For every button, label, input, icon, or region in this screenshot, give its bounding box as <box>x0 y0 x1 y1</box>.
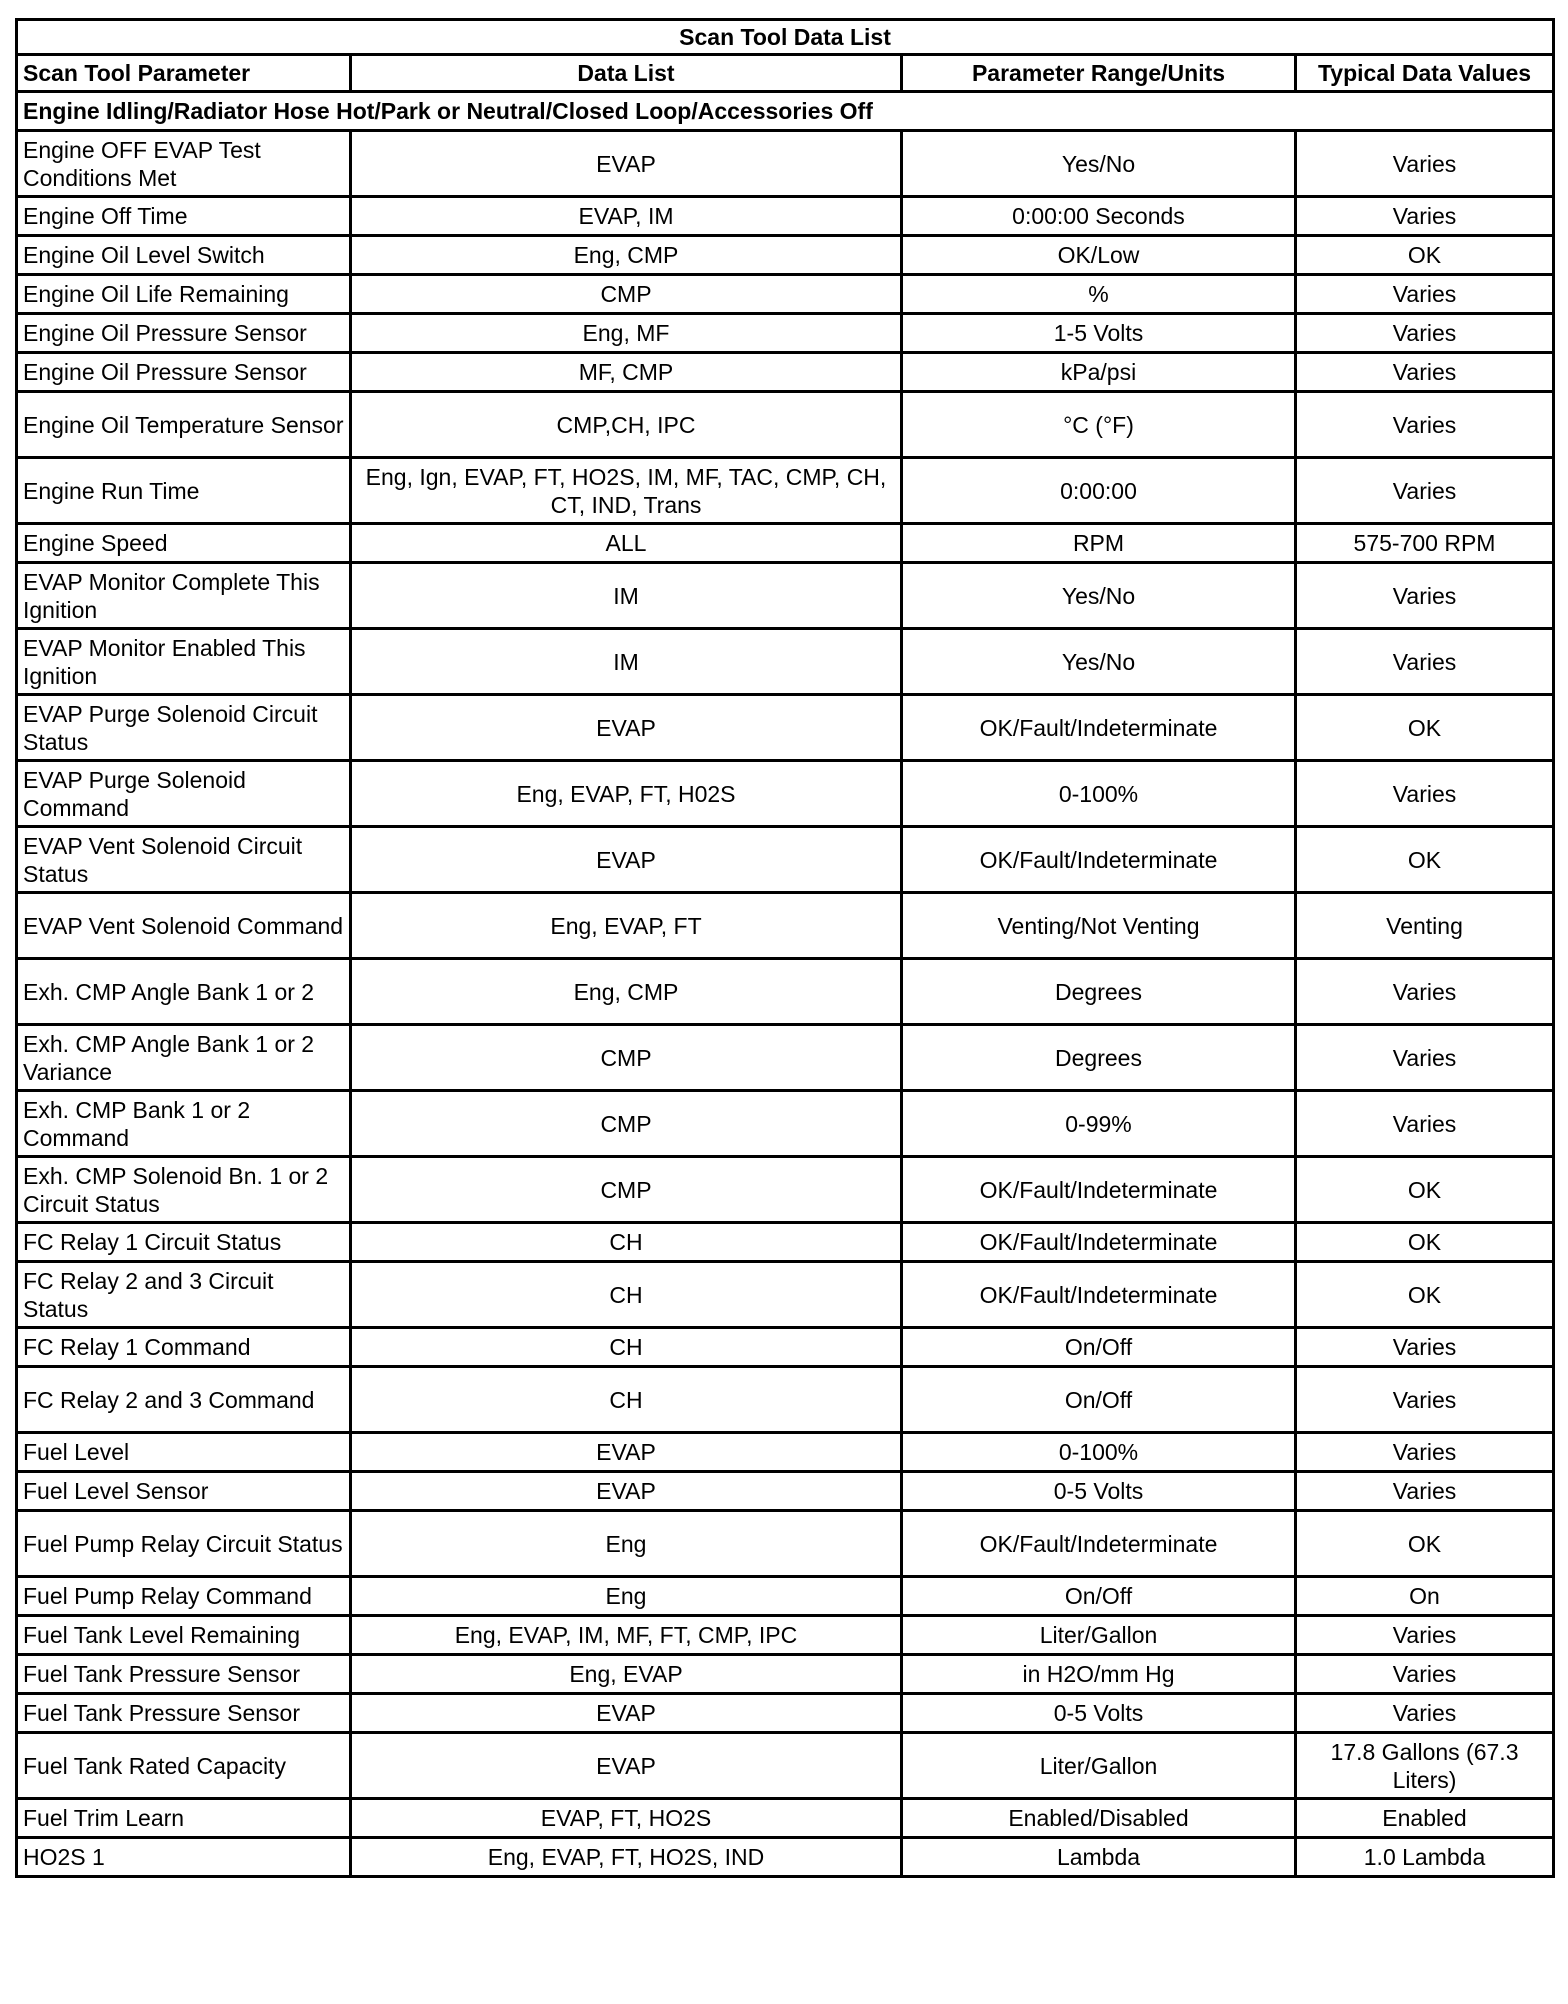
cell-typical-value: Varies <box>1296 275 1554 314</box>
table-row <box>17 524 1554 563</box>
cell-typical-value: OK <box>1296 1262 1554 1328</box>
table-row <box>17 1328 1554 1367</box>
cell-range-units: 0:00:00 Seconds <box>902 197 1296 236</box>
table-row <box>17 1091 1554 1157</box>
cell-data-list: ALL <box>351 524 902 563</box>
table-row <box>17 827 1554 893</box>
cell-data-list: Eng, Ign, EVAP, FT, HO2S, IM, MF, TAC, CMP, CH, CT, IND, Trans <box>351 458 902 524</box>
table-body <box>17 131 1554 1877</box>
cell-data-list: Eng, EVAP, FT, H02S <box>351 761 902 827</box>
cell-data-list: CH <box>351 1328 902 1367</box>
cell-parameter: EVAP Vent Solenoid Command <box>17 893 351 959</box>
cell-data-list: EVAP <box>351 1733 902 1799</box>
table-row <box>17 695 1554 761</box>
header-parameter-range-units: Parameter Range/Units <box>902 55 1296 92</box>
cell-range-units: 0:00:00 <box>902 458 1296 524</box>
cell-range-units: kPa/psi <box>902 353 1296 392</box>
cell-typical-value: Varies <box>1296 959 1554 1025</box>
cell-range-units: OK/Fault/Indeterminate <box>902 1223 1296 1262</box>
cell-parameter: Exh. CMP Bank 1 or 2 Command <box>17 1091 351 1157</box>
cell-range-units: 1-5 Volts <box>902 314 1296 353</box>
cell-parameter: HO2S 1 <box>17 1838 351 1877</box>
table-row <box>17 353 1554 392</box>
table-row <box>17 131 1554 197</box>
cell-data-list: CH <box>351 1262 902 1328</box>
table-row <box>17 1262 1554 1328</box>
header-typical-data-values: Typical Data Values <box>1296 55 1554 92</box>
table-row <box>17 1223 1554 1262</box>
cell-parameter: FC Relay 2 and 3 Circuit Status <box>17 1262 351 1328</box>
cell-typical-value: Enabled <box>1296 1799 1554 1838</box>
table-row <box>17 1472 1554 1511</box>
header-data-list: Data List <box>351 55 902 92</box>
cell-range-units: Yes/No <box>902 131 1296 197</box>
cell-typical-value: OK <box>1296 236 1554 275</box>
cell-parameter: Fuel Trim Learn <box>17 1799 351 1838</box>
cell-parameter: Fuel Level Sensor <box>17 1472 351 1511</box>
table-row <box>17 236 1554 275</box>
table-row <box>17 1433 1554 1472</box>
cell-parameter: Exh. CMP Solenoid Bn. 1 or 2 Circuit Status <box>17 1157 351 1223</box>
cell-data-list: CH <box>351 1367 902 1433</box>
cell-data-list: EVAP <box>351 131 902 197</box>
table-row <box>17 392 1554 458</box>
scan-tool-data-table <box>15 18 1555 1878</box>
cell-parameter: Engine Oil Pressure Sensor <box>17 314 351 353</box>
table-title: Scan Tool Data List <box>17 20 1554 55</box>
cell-range-units: Degrees <box>902 1025 1296 1091</box>
cell-data-list: Eng <box>351 1511 902 1577</box>
cell-typical-value: Varies <box>1296 1655 1554 1694</box>
cell-range-units: OK/Fault/Indeterminate <box>902 695 1296 761</box>
table-row <box>17 1157 1554 1223</box>
cell-typical-value: Varies <box>1296 563 1554 629</box>
table-row <box>17 1733 1554 1799</box>
cell-data-list: Eng, EVAP, IM, MF, FT, CMP, IPC <box>351 1616 902 1655</box>
cell-range-units: OK/Fault/Indeterminate <box>902 1157 1296 1223</box>
cell-typical-value: Varies <box>1296 1616 1554 1655</box>
cell-typical-value: Varies <box>1296 1433 1554 1472</box>
cell-typical-value: Varies <box>1296 458 1554 524</box>
cell-data-list: IM <box>351 563 902 629</box>
cell-parameter: Engine Speed <box>17 524 351 563</box>
cell-parameter: Engine Off Time <box>17 197 351 236</box>
cell-typical-value: Varies <box>1296 1472 1554 1511</box>
cell-parameter: Engine OFF EVAP Test Conditions Met <box>17 131 351 197</box>
cell-range-units: OK/Fault/Indeterminate <box>902 1262 1296 1328</box>
cell-range-units: OK/Low <box>902 236 1296 275</box>
table-row <box>17 1511 1554 1577</box>
cell-data-list: EVAP <box>351 1433 902 1472</box>
cell-parameter: Fuel Pump Relay Command <box>17 1577 351 1616</box>
cell-range-units: OK/Fault/Indeterminate <box>902 827 1296 893</box>
header-scan-tool-parameter: Scan Tool Parameter <box>17 55 351 92</box>
cell-data-list: CMP <box>351 1091 902 1157</box>
cell-data-list: EVAP <box>351 827 902 893</box>
table-row <box>17 761 1554 827</box>
table-row <box>17 314 1554 353</box>
cell-parameter: Engine Oil Level Switch <box>17 236 351 275</box>
table-row <box>17 275 1554 314</box>
cell-typical-value: 1.0 Lambda <box>1296 1838 1554 1877</box>
cell-typical-value: Venting <box>1296 893 1554 959</box>
cell-typical-value: OK <box>1296 1223 1554 1262</box>
cell-range-units: % <box>902 275 1296 314</box>
cell-typical-value: 17.8 Gallons (67.3 Liters) <box>1296 1733 1554 1799</box>
cell-parameter: EVAP Monitor Complete This Ignition <box>17 563 351 629</box>
cell-data-list: CMP,CH, IPC <box>351 392 902 458</box>
cell-typical-value: Varies <box>1296 1091 1554 1157</box>
table-row <box>17 1838 1554 1877</box>
table-row <box>17 959 1554 1025</box>
cell-typical-value: Varies <box>1296 314 1554 353</box>
cell-parameter: FC Relay 1 Command <box>17 1328 351 1367</box>
cell-data-list: Eng <box>351 1577 902 1616</box>
cell-range-units: On/Off <box>902 1328 1296 1367</box>
cell-parameter: EVAP Monitor Enabled This Ignition <box>17 629 351 695</box>
cell-data-list: EVAP, FT, HO2S <box>351 1799 902 1838</box>
cell-data-list: EVAP <box>351 1472 902 1511</box>
cell-typical-value: Varies <box>1296 131 1554 197</box>
cell-range-units: in H2O/mm Hg <box>902 1655 1296 1694</box>
cell-typical-value: Varies <box>1296 629 1554 695</box>
cell-parameter: Exh. CMP Angle Bank 1 or 2 <box>17 959 351 1025</box>
cell-typical-value: Varies <box>1296 392 1554 458</box>
cell-data-list: CMP <box>351 1157 902 1223</box>
cell-typical-value: On <box>1296 1577 1554 1616</box>
cell-range-units: On/Off <box>902 1577 1296 1616</box>
cell-data-list: Eng, CMP <box>351 959 902 1025</box>
cell-data-list: EVAP <box>351 1694 902 1733</box>
table-row <box>17 1367 1554 1433</box>
cell-typical-value: 575-700 RPM <box>1296 524 1554 563</box>
table-row <box>17 197 1554 236</box>
cell-data-list: CH <box>351 1223 902 1262</box>
cell-parameter: FC Relay 2 and 3 Command <box>17 1367 351 1433</box>
cell-typical-value: Varies <box>1296 1025 1554 1091</box>
cell-data-list: CMP <box>351 275 902 314</box>
cell-range-units: Yes/No <box>902 563 1296 629</box>
table-row <box>17 1694 1554 1733</box>
table-row <box>17 1616 1554 1655</box>
cell-parameter: Fuel Level <box>17 1433 351 1472</box>
cell-range-units: 0-99% <box>902 1091 1296 1157</box>
table-row <box>17 629 1554 695</box>
cell-data-list: EVAP <box>351 695 902 761</box>
cell-range-units: RPM <box>902 524 1296 563</box>
cell-typical-value: Varies <box>1296 1694 1554 1733</box>
cell-range-units: Venting/Not Venting <box>902 893 1296 959</box>
cell-data-list: MF, CMP <box>351 353 902 392</box>
cell-range-units: Liter/Gallon <box>902 1733 1296 1799</box>
cell-typical-value: Varies <box>1296 1328 1554 1367</box>
table-row <box>17 563 1554 629</box>
cell-range-units: 0-5 Volts <box>902 1694 1296 1733</box>
cell-typical-value: Varies <box>1296 1367 1554 1433</box>
cell-parameter: Engine Oil Temperature Sensor <box>17 392 351 458</box>
table-row <box>17 893 1554 959</box>
cell-range-units: Degrees <box>902 959 1296 1025</box>
cell-parameter: Fuel Tank Pressure Sensor <box>17 1655 351 1694</box>
cell-parameter: Fuel Tank Pressure Sensor <box>17 1694 351 1733</box>
cell-data-list: Eng, MF <box>351 314 902 353</box>
table-row <box>17 1577 1554 1616</box>
table-row <box>17 458 1554 524</box>
cell-parameter: EVAP Vent Solenoid Circuit Status <box>17 827 351 893</box>
cell-data-list: CMP <box>351 1025 902 1091</box>
cell-range-units: °C (°F) <box>902 392 1296 458</box>
cell-parameter: EVAP Purge Solenoid Circuit Status <box>17 695 351 761</box>
cell-data-list: IM <box>351 629 902 695</box>
table-row <box>17 1025 1554 1091</box>
cell-typical-value: Varies <box>1296 353 1554 392</box>
cell-range-units: 0-100% <box>902 761 1296 827</box>
cell-typical-value: OK <box>1296 1157 1554 1223</box>
cell-range-units: Liter/Gallon <box>902 1616 1296 1655</box>
cell-typical-value: OK <box>1296 827 1554 893</box>
cell-range-units: 0-100% <box>902 1433 1296 1472</box>
cell-range-units: Enabled/Disabled <box>902 1799 1296 1838</box>
cell-parameter: FC Relay 1 Circuit Status <box>17 1223 351 1262</box>
cell-parameter: Engine Oil Pressure Sensor <box>17 353 351 392</box>
cell-parameter: Fuel Tank Rated Capacity <box>17 1733 351 1799</box>
cell-parameter: Fuel Tank Level Remaining <box>17 1616 351 1655</box>
cell-parameter: EVAP Purge Solenoid Command <box>17 761 351 827</box>
cell-range-units: Lambda <box>902 1838 1296 1877</box>
cell-parameter: Exh. CMP Angle Bank 1 or 2 Variance <box>17 1025 351 1091</box>
cell-data-list: Eng, CMP <box>351 236 902 275</box>
cell-data-list: Eng, EVAP, FT, HO2S, IND <box>351 1838 902 1877</box>
cell-data-list: Eng, EVAP <box>351 1655 902 1694</box>
cell-typical-value: Varies <box>1296 197 1554 236</box>
cell-typical-value: OK <box>1296 1511 1554 1577</box>
cell-parameter: Engine Oil Life Remaining <box>17 275 351 314</box>
cell-parameter: Fuel Pump Relay Circuit Status <box>17 1511 351 1577</box>
cell-range-units: OK/Fault/Indeterminate <box>902 1511 1296 1577</box>
cell-range-units: Yes/No <box>902 629 1296 695</box>
section-condition-row: Engine Idling/Radiator Hose Hot/Park or Neutral/Closed Loop/Accessories Off <box>17 92 1554 131</box>
cell-typical-value: OK <box>1296 695 1554 761</box>
cell-data-list: Eng, EVAP, FT <box>351 893 902 959</box>
cell-data-list: EVAP, IM <box>351 197 902 236</box>
cell-parameter: Engine Run Time <box>17 458 351 524</box>
cell-typical-value: Varies <box>1296 761 1554 827</box>
table-row <box>17 1655 1554 1694</box>
cell-range-units: 0-5 Volts <box>902 1472 1296 1511</box>
cell-range-units: On/Off <box>902 1367 1296 1433</box>
table-row <box>17 1799 1554 1838</box>
